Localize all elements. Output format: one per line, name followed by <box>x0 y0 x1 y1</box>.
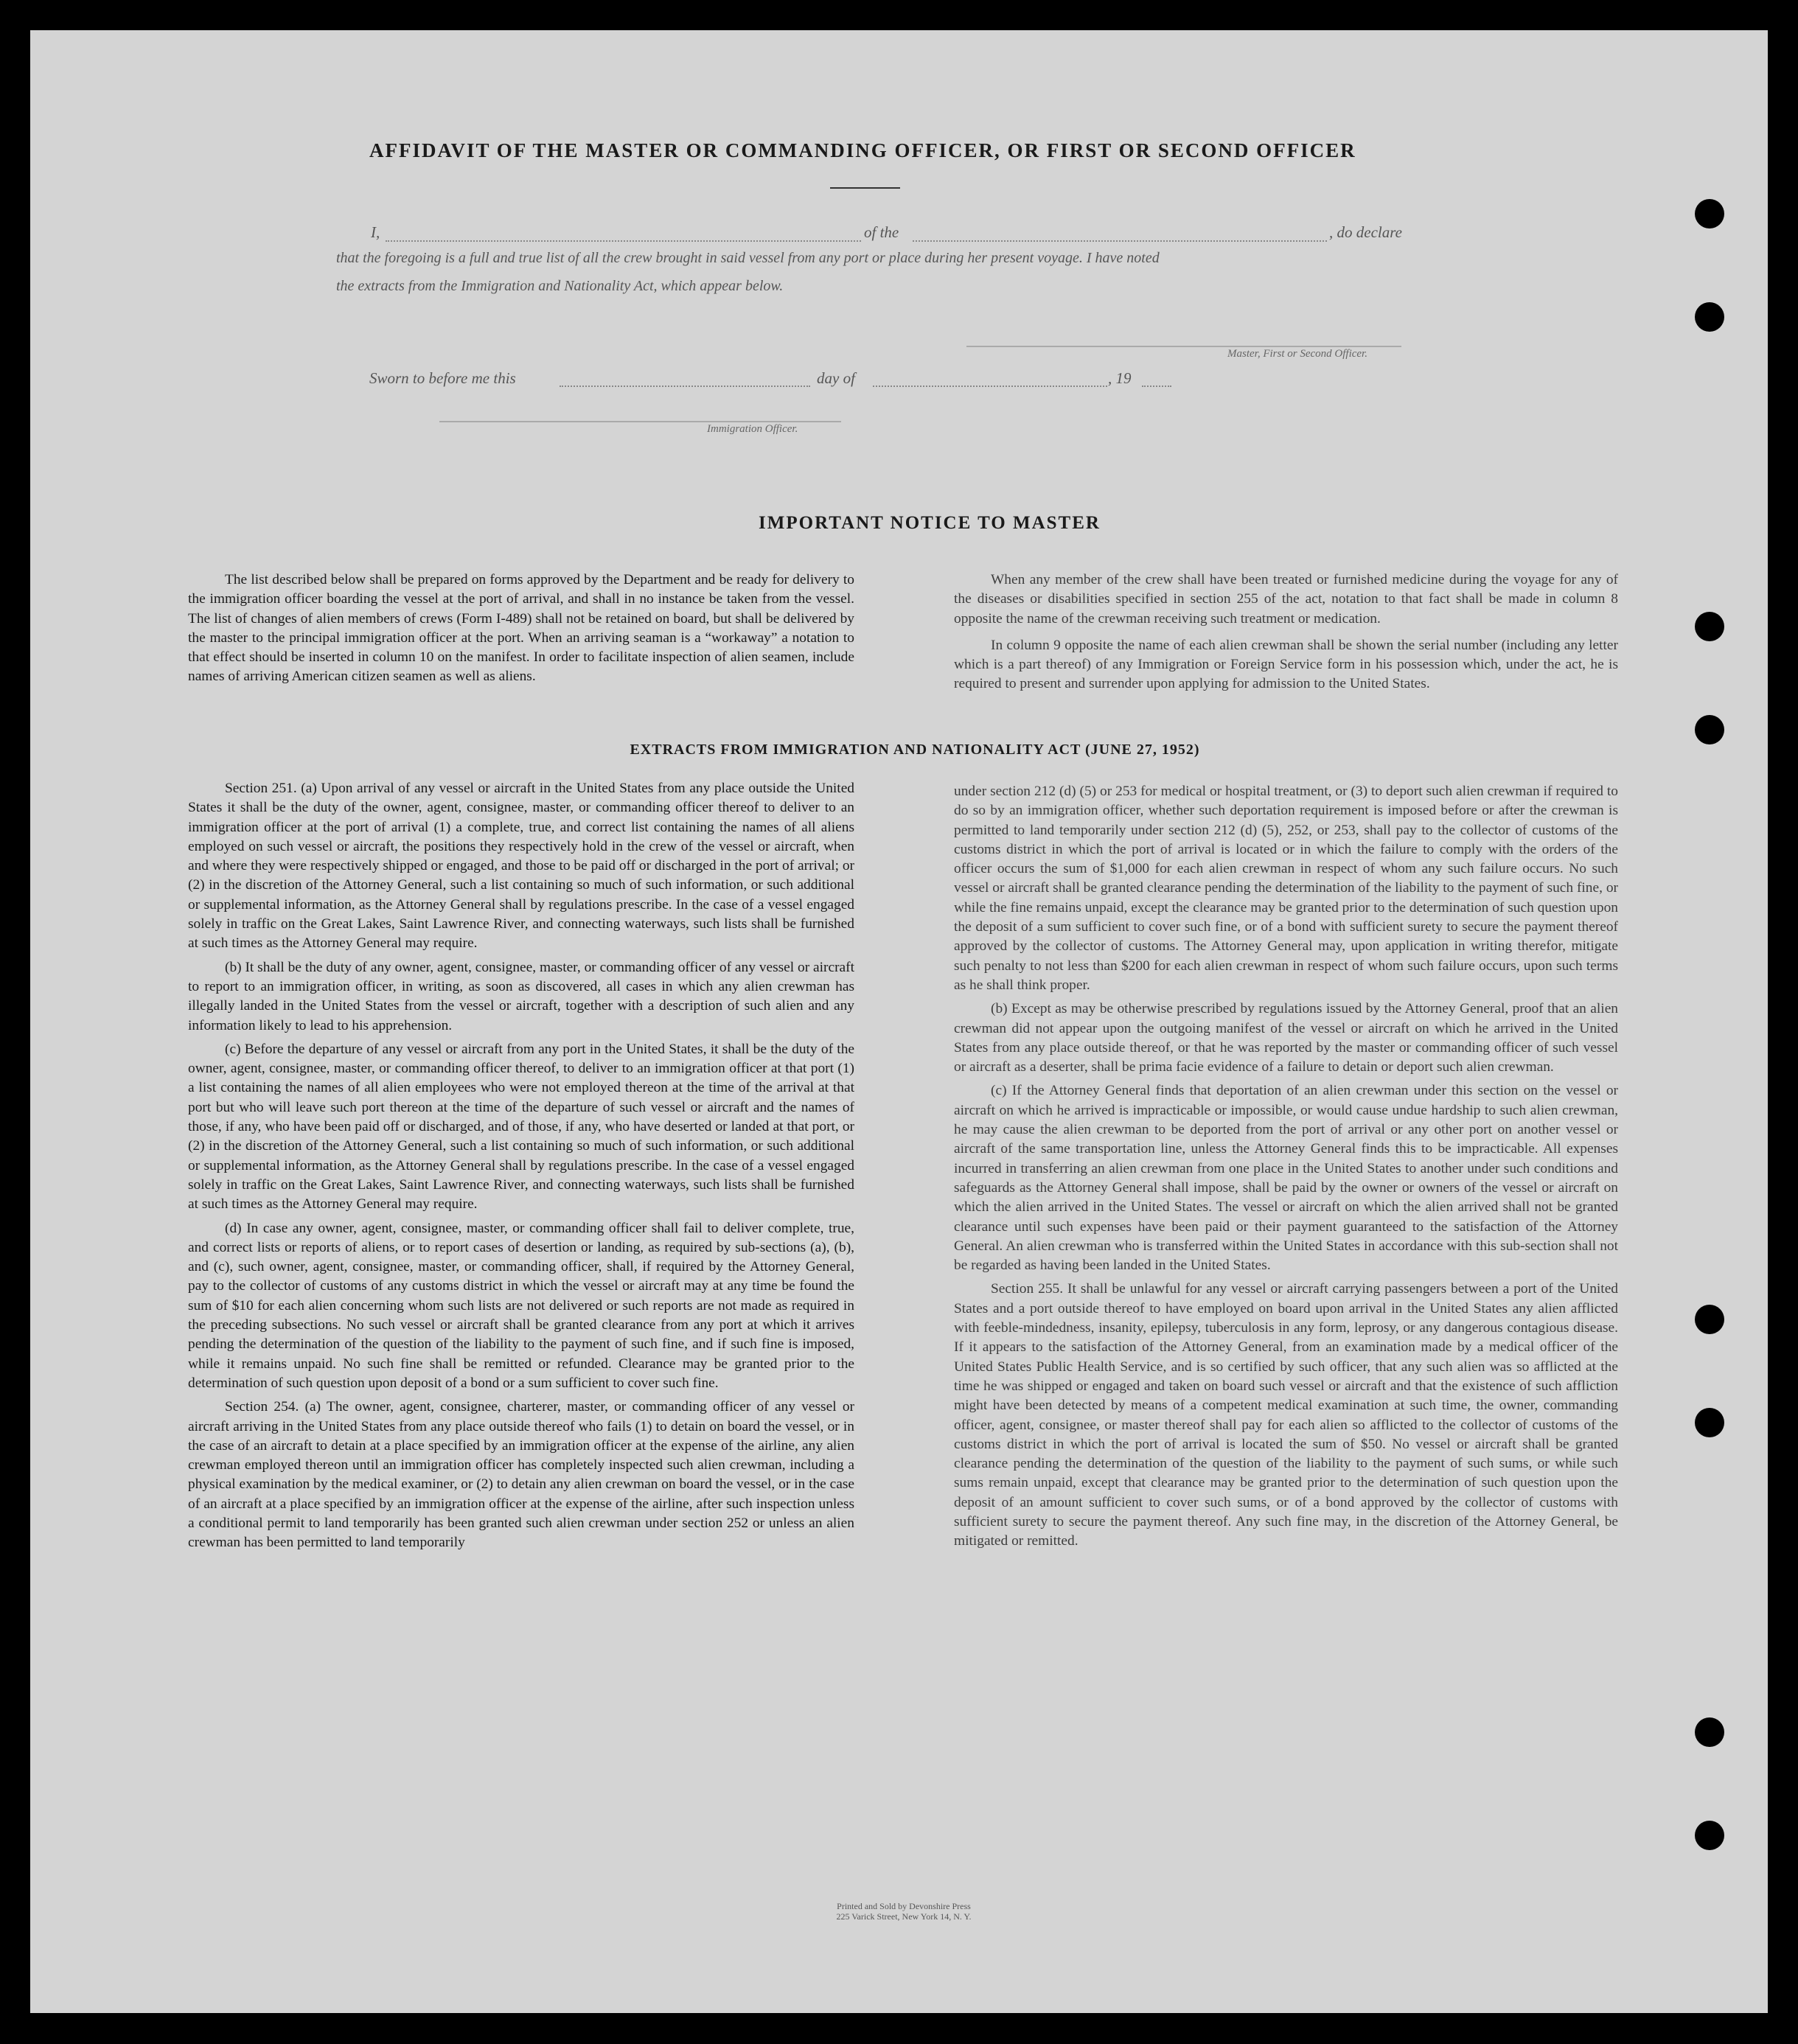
binder-hole <box>1695 1408 1724 1437</box>
sworn-month-field[interactable] <box>873 386 1107 387</box>
notice-right-column <box>954 571 1618 694</box>
declaration-line-3: the extracts from the Immigration and Nationality Act, which appear below. <box>336 278 784 294</box>
section-paragraph: (c) Before the departure of any vessel or aircraft from any port in the United States, it shall be the duty of the owner, agent, consignee, master, or commanding officer thereof, to deliver to an immigration officer at that port (1) a list containing the names of all alien employees who were not employed thereon at the time of the arrival at that port but who will leave such port thereon at the time of the departure of such vessel or aircraft and the names of those, if any, who have been paid off or discharged, and of those, if any, who have deserted or landed at that port, or (2) in the discretion of the Attorney General, such a list containing so much of such information, or such additional or supplemental information, as the Attorney General shall by regulations prescribe. In the case of a vessel engaged solely in traffic on the Great Lakes, Saint Lawrence River, and connecting waterways, such lists shall be furnished at such times as the Attorney General may require. <box>188 1041 854 1213</box>
declarant-name-field[interactable] <box>386 240 861 242</box>
form-page <box>30 30 1768 2013</box>
printer-line: Printed and Sold by Devonshire Press <box>837 1901 971 1911</box>
master-signature-field[interactable] <box>966 346 1401 347</box>
master-signature-label: Master, First or Second Officer. <box>1227 348 1367 360</box>
affidavit-title: AFFIDAVIT OF THE MASTER OR COMMANDING OFFICER, OR FIRST OR SECOND OFFICER <box>369 139 1356 161</box>
sworn-label: Sworn to before me this <box>369 369 516 387</box>
binder-hole <box>1695 715 1724 744</box>
section-paragraph: (b) It shall be the duty of any owner, agent, consignee, master, or commanding officer of any vessel or aircraft to report to an immigration officer, in writing, as soon as discovered, all cases in which any alien crewman has illegally landed in the United States from the vessel or aircraft, together with a description of such alien and any information likely to lead to his apprehension. <box>188 959 854 1033</box>
do-declare-label: , do declare <box>1329 223 1402 241</box>
section-paragraph: (c) If the Attorney General finds that deportation of an alien crewman under this section on the vessel or aircraft on which he arrived is impracticable or impossible, or would cause undue hardship to such alien crewman, he may cause the alien crewman to be deported from the port of arrival or any other port on another vessel or aircraft of the same transportation line, unless the Attorney General finds this to be impracticable. All expenses incurred in transferring an alien crewman from one place in the United States to another under such conditions and safeguards as the Attorney General shall impose, shall be paid by the owner or owners of the vessel or aircraft on which the alien arrived in the United States. The vessel or aircraft on which the alien arrived shall not be granted clearance until such expenses have been paid or their payment guaranteed to the satisfaction of the Attorney General. An alien crewman who is transferred within the United States in accordance with this sub-section shall not be regarded as having been landed in the United States. <box>954 1083 1618 1274</box>
officer-signature-field[interactable] <box>439 421 841 422</box>
officer-signature-label: Immigration Officer. <box>707 423 798 435</box>
declarant-prefix: I, <box>371 223 380 241</box>
section-paragraph: Section 254. (a) The owner, agent, consignee, charterer, master, or commanding officer of any vessel or aircraft arriving in the United States from any place outside thereof who fails (1) to detain on board the vessel, or in the case of an aircraft to detain at a place specified by an immigration officer at the expense of the airline, any alien crewman employed thereon until an immigration officer has completely inspected such alien crewman, including a physical examination by the medical examiner, or (2) to detain any alien crewman on board the vessel, or in the case of an aircraft at a place specified by an immigration officer at the expense of the airline, after such inspection unless a conditional permit to land temporarily has been granted such alien crewman under section 252 or unless an alien crewman has been permitted to land temporarily <box>188 1399 854 1551</box>
binder-hole <box>1695 302 1724 332</box>
vessel-name-field[interactable] <box>913 240 1327 242</box>
notice-paragraph: In column 9 opposite the name of each alien crewman shall be shown the serial number (including any letter which is a part thereof) of any Immigration or Foreign Service form in his possession which, under the act, he is required to present and surrender upon applying for admission to the United States. <box>954 637 1618 692</box>
of-the-label: of the <box>864 223 899 241</box>
section-paragraph: (b) Except as may be otherwise prescribed by regulations issued by the Attorney General, proof that an alien crewman did not appear upon the outgoing manifest of the vessel or aircraft on which he arrived in the United States from any place outside thereof, or that he was reported by the master or commanding officer of such vessel or aircraft as a deserter, shall be prima facie evidence of a failure to detain or deport such alien crewman. <box>954 1001 1618 1075</box>
declaration-line-2: that the foregoing is a full and true list of all the crew brought in said vessel from any port or place during her present voyage. I have noted <box>336 250 1160 266</box>
sworn-day-field[interactable] <box>560 386 810 387</box>
printer-imprint <box>767 1901 1040 1922</box>
sworn-year-field[interactable] <box>1142 386 1171 387</box>
notice-left-column <box>188 571 854 687</box>
extracts-left-column <box>188 779 854 1553</box>
section-paragraph: (d) In case any owner, agent, consignee, master, or commanding officer shall fail to deliver complete, true, and correct lists or reports of aliens, or to report cases of desertion or landing, as required by sub-sections (a), (b), and (c), such owner, agent, consignee, master, or commanding officer, shall, if required by the Attorney General, pay to the collector of customs of any customs district in which the vessel or aircraft may at any time be found the sum of $10 for each alien concerning whom such lists are not delivered or such reports are not made as required in the preceding subsections. No such vessel or aircraft shall be granted clearance from any port at which it arrives pending the determination of the question of the liability to the payment of such fine, and if such fine is imposed, while it remains unpaid. No such fine shall be remitted or refunded. Clearance may be granted prior to the determination of such question upon deposit of a bond or a sum sufficient to cover such fine. <box>188 1220 854 1391</box>
title-rule <box>830 187 900 189</box>
notice-title: IMPORTANT NOTICE TO MASTER <box>759 513 1101 533</box>
extracts-right-column <box>954 782 1618 1552</box>
section-paragraph: under section 212 (d) (5) or 253 for medical or hospital treatment, or (3) to deport such alien crewman if required to do so by an immigration officer, whether such deportation requirement is imposed before or after the crewman is permitted to land temporarily under section 212 (d) (5), 252, or 253, shall pay to the collector of customs of the customs district in which the port of arrival is located or in which the failure to comply with the orders of the officer occurs the sum of $1,000 for each alien crewman in respect of whom any such failure occurs. No such vessel or aircraft shall be granted clearance pending the determination of the liability to the payment of such fine, or while the fine remains unpaid, except the clearance may be granted prior to the determination of such question upon the deposit of a sum sufficient to cover such fine, or of a bond with sufficient surety to secure the payment thereof approved by the collector of customs. The Attorney General may, upon application in writing therefor, mitigate such penalty to not less than $200 for each alien crewman in respect of whom such failure occurs, upon such terms as he shall think proper. <box>954 784 1618 993</box>
section-paragraph: Section 255. It shall be unlawful for any vessel or aircraft carrying passengers between a port of the United States and a port outside thereof to have employed on board upon arrival in the United States any alien afflicted with feeble-mindedness, insanity, epilepsy, tuberculosis in any form, leprosy, or any dangerous contagious disease. If it appears to the satisfaction of the Attorney General, from an examination made by a medical officer of the United States Public Health Service, and is so certified by such officer, that any such alien was so afflicted at the time he was shipped or engaged and taken on board such vessel or aircraft and that the existence of such affliction might have been detected by means of a competent medical examination at such time, the owner, commanding officer, agent, consignee, or master thereof shall pay for each alien so afflicted to the collector of customs of the customs district in which the port of arrival is located the sum of $50. No vessel or aircraft shall be granted clearance pending the determination of the question of the liability to the payment of such sums, or while such sums remain unpaid, except that clearance may be granted prior to the determination of such question upon the deposit of an amount sufficient to cover such sums, or of a bond approved by the collector of customs with sufficient surety to secure the payment thereof. Any such fine may, in the discretion of the Attorney General, be mitigated or remitted. <box>954 1281 1618 1549</box>
binder-hole <box>1695 199 1724 229</box>
section-paragraph: Section 251. (a) Upon arrival of any vessel or aircraft in the United States from any place outside the United States it shall be the duty of the owner, agent, consignee, master, or commanding officer thereof to deliver to an immigration officer at the port of arrival (1) a complete, true, and correct list containing the names of all aliens employed on such vessel or aircraft, the positions they respectively hold in the crew of the vessel or aircraft, when and where they were respectively shipped or engaged, and those to be paid off or discharged in the port of arrival; or (2) in the discretion of the Attorney General, such a list containing so much of such information, or such additional or supplemental information, as the Attorney General shall by regulations prescribe. In the case of a vessel engaged solely in traffic on the Great Lakes, Saint Lawrence River, and connecting waterways, such lists shall be furnished at such times as the Attorney General may require. <box>188 781 854 952</box>
extracts-title: EXTRACTS FROM IMMIGRATION AND NATIONALITY ACT (JUNE 27, 1952) <box>630 742 1200 758</box>
year-label: , 19 <box>1108 369 1132 387</box>
notice-paragraph: The list described below shall be prepared on forms approved by the Department and be ready for delivery to the immigration officer boarding the vessel at the port of arrival, and shall in no instance be taken from the vessel. The list of changes of alien members of crews (Form I-489) shall not be retained on board, but shall be delivered by the master to the principal immigration officer at the port. When an arriving seaman is a “workaway” a notation to that effect should be inserted in column 10 on the manifest. In order to facilitate inspection of alien seamen, include names of arriving American citizen seamen as well as aliens. <box>188 572 854 685</box>
notice-paragraph: When any member of the crew shall have been treated or furnished medicine during the voyage for any of the diseases or disabilities specified in section 255 of the act, notation to that fact shall be made in column 8 opposite the name of the crewman receiving such treatment or medication. <box>954 572 1618 627</box>
day-of-label: day of <box>817 369 855 387</box>
binder-hole <box>1695 1717 1724 1747</box>
binder-hole <box>1695 1305 1724 1334</box>
binder-hole <box>1695 612 1724 641</box>
binder-hole <box>1695 1821 1724 1850</box>
printer-address: 225 Varick Street, New York 14, N. Y. <box>836 1911 972 1922</box>
